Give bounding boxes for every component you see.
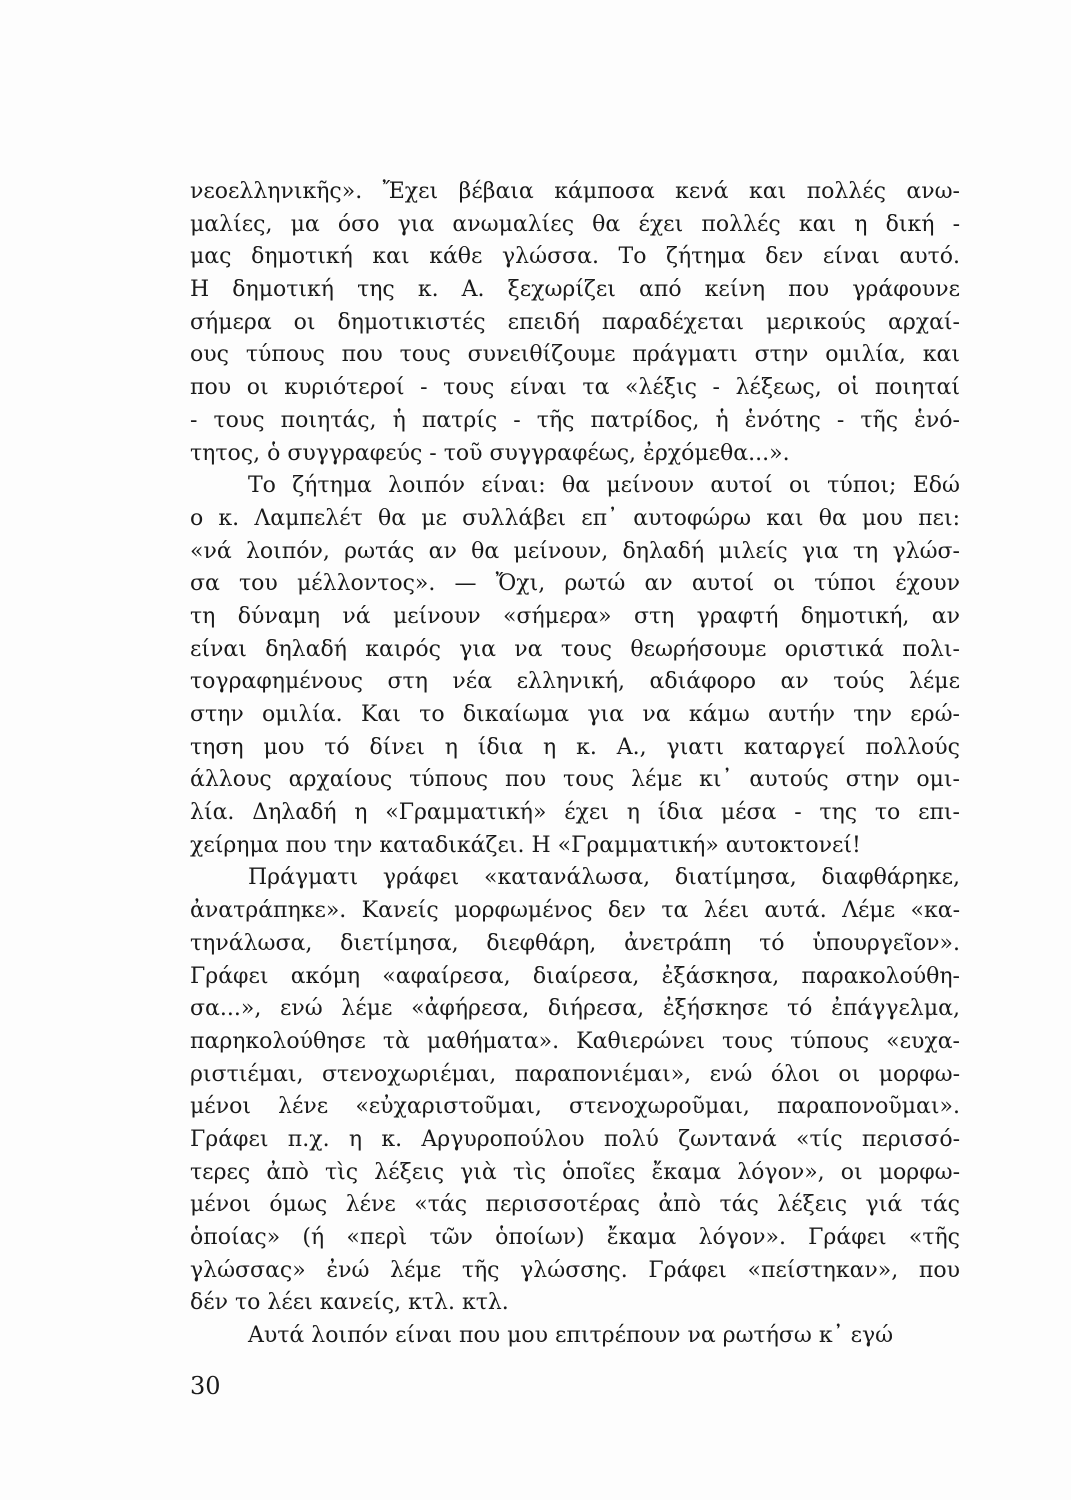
text-line: «νά λοιπόν, ρωτάς αν θα μείνουν, δηλαδή μιλείς για τη γλώσ- (190, 538, 960, 564)
text-line: τογραφημένους στη νέα ελληνική, αδιάφορο αν τούς λέμε (190, 669, 960, 695)
page-number: 30 (190, 1372, 221, 1400)
text-line: ἀνατράπηκε». Κανείς μορφωμένος δεν τα λέει αυτά. Λέμε «κα- (190, 898, 960, 924)
text-line: Το ζήτημα λοιπόν είναι: θα μείνουν αυτοί οι τύποι; Εδώ (248, 473, 960, 499)
text-line: σα...», ενώ λέμε «ἀφήρεσα, διήρεσα, ἐξήσκησε τό ἐπάγγελμα, (190, 996, 960, 1022)
text-line: μένοι όμως λένε «τάς περισσοτέρας ἀπὸ τάς λέξεις γιά τάς (190, 1192, 960, 1218)
text-line: ο κ. Λαμπελέτ θα με συλλάβει επ᾽ αυτοφώρω και θα μου πει: (190, 505, 960, 531)
text-line: ους τύπους που τους συνειθίζουμε πράγματι στην ομιλία, και (190, 342, 960, 368)
text-line: σα του μέλλοντος». — Ὄχι, ρωτώ αν αυτοί οι τύποι έχουν (190, 571, 960, 597)
text-line: γλώσσας» ἐνώ λέμε τῆς γλώσσης. Γράφει «πείστηκαν», που (190, 1257, 960, 1283)
text-line: λία. Δηλαδή η «Γραμματική» έχει η ίδια μέσα - της το επι- (190, 800, 960, 826)
text-line: Γράφει ακόμη «αφαίρεσα, διαίρεσα, ἐξάσκησα, παρακολούθη- (190, 963, 960, 989)
text-line: χείρημα που την καταδικάζει. Η «Γραμματική» αυτοκτονεί! (190, 832, 861, 858)
text-line: Η δημοτική της κ. Α. ξεχωρίζει από κείνη που γράφουνε (190, 277, 960, 303)
text-line: είναι δηλαδή καιρός για να τους θεωρήσουμε οριστικά πολι- (190, 636, 960, 662)
text-line: Πράγματι γράφει «κατανάλωσα, διατίμησα, διαφθάρηκε, (248, 865, 960, 891)
text-line: Αυτά λοιπόν είναι που μου επιτρέπουν να ρωτήσω κ᾽ εγώ (248, 1323, 894, 1349)
text-line: τηνάλωσα, διετίμησα, διεφθάρη, ἀνετράπη τό ὑπουργεῖον». (190, 930, 960, 956)
text-line: ριστιέμαι, στενοχωριέμαι, παραπονιέμαι», ενώ όλοι οι μορφω- (190, 1061, 960, 1087)
text-line: Γράφει π.χ. η κ. Αργυροπούλου πολύ ζωντανά «τίς περισσό- (190, 1126, 960, 1152)
text-line: - τους ποιητάς, ἡ πατρίς - τῆς πατρίδος, ἡ ἑνότης - τῆς ἑνό- (190, 407, 960, 433)
text-line: που οι κυριότεροί - τους είναι τα «λέξις - λέξεως, οἱ ποιηταί (190, 375, 960, 401)
body-text (190, 176, 960, 1353)
text-line: μας δημοτική και κάθε γλώσσα. Το ζήτημα δεν είναι αυτό. (190, 244, 960, 270)
text-line: παρηκολούθησε τὰ μαθήματα». Καθιερώνει τους τύπους «ευχα- (190, 1028, 960, 1054)
text-line: τηση μου τό δίνει η ίδια η κ. Α., γιατι καταργεί πολλούς (190, 734, 960, 760)
text-line: τερες ἀπὸ τὶς λέξεις γιὰ τὶς ὁποῖες ἔκαμα λόγον», οι μορφω- (190, 1159, 960, 1185)
text-line: τητος, ὁ συγγραφεύς - τοῦ συγγραφέως, ἐρχόμεθα...». (190, 440, 790, 466)
text-line: μαλίες, μα όσο για ανωμαλίες θα έχει πολλές και η δική - (190, 211, 960, 237)
text-line: μένοι λένε «εὐχαριστοῦμαι, στενοχωροῦμαι, παραπονοῦμαι». (190, 1094, 960, 1120)
text-line: τη δύναμη νά μείνουν «σήμερα» στη γραφτή δημοτική, αν (190, 603, 960, 629)
text-line: άλλους αρχαίους τύπους που τους λέμε κι᾽ αυτούς στην ομι- (190, 767, 960, 793)
text-line: ὁποίας» (ή «περὶ τῶν ὁποίων) ἔκαμα λόγον». Γράφει «τῆς (190, 1225, 960, 1250)
text-line: σήμερα οι δημοτικιστές επειδή παραδέχεται μερικούς αρχαί- (190, 309, 960, 335)
text-line: στην ομιλία. Και το δικαίωμα για να κάμω αυτήν την ερώ- (190, 702, 960, 727)
text-line: δέν το λέει κανείς, κτλ. κτλ. (190, 1290, 509, 1316)
text-line: νεοελληνικῆς». Ἔχει βέβαια κάμποσα κενά και πολλές ανω- (190, 179, 960, 204)
